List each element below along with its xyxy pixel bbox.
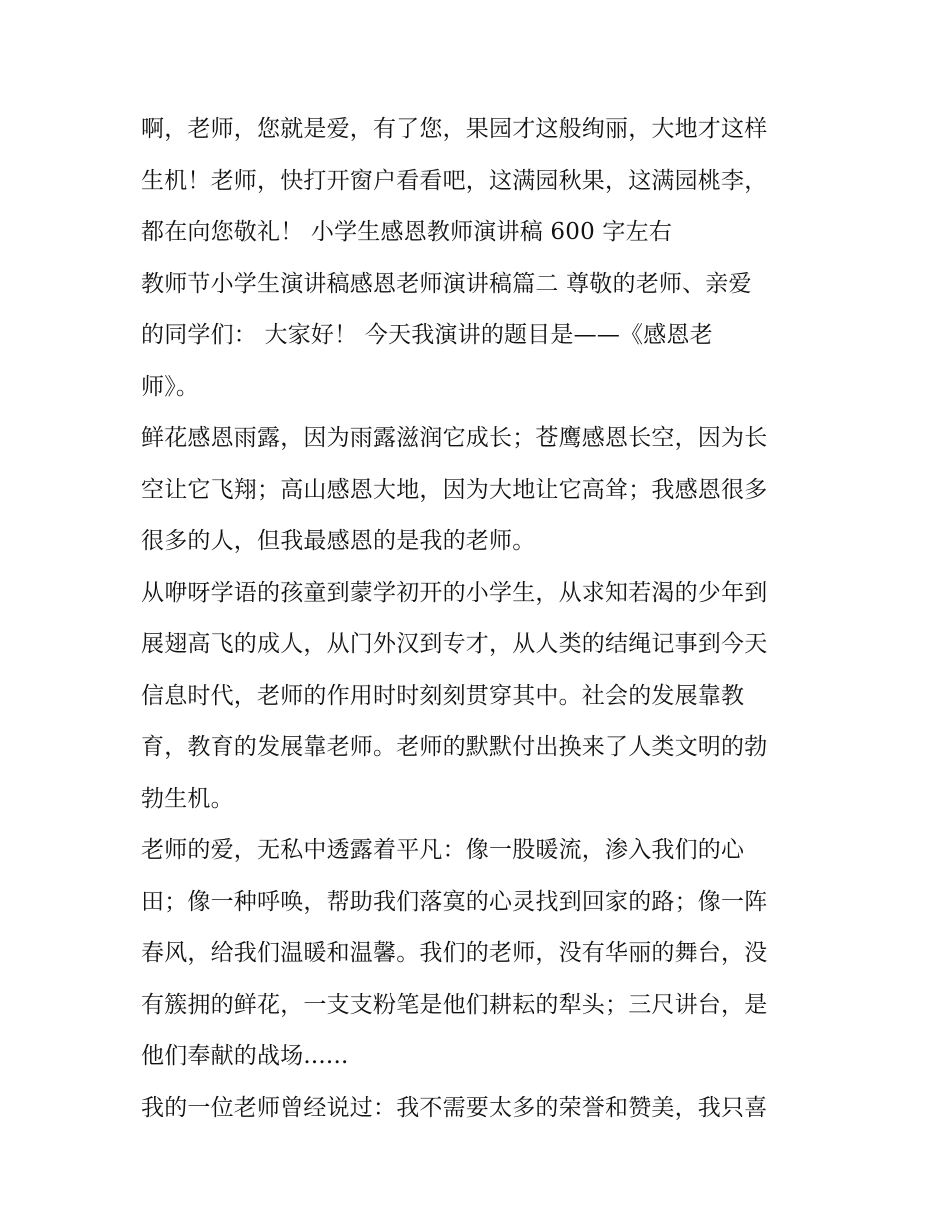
- text-line: 勃生机。: [141, 785, 234, 812]
- text-line: 他们奉献的战场......: [141, 1043, 349, 1069]
- text-line: 我的一位老师曾经说过：我不需要太多的荣誉和赞美，我只喜: [141, 1094, 768, 1121]
- text-line: 师》。: [141, 373, 200, 400]
- text-line: 的同学们： 大家好！ 今天我演讲的题目是——《感恩老: [141, 322, 713, 348]
- text-line: 都在向您敬礼！ 小学生感恩教师演讲稿 600 字左右: [141, 219, 673, 245]
- body-text: [141, 104, 821, 1134]
- text-line: 育，教育的发展靠老师。老师的默默付出换来了人类文明的勃: [141, 734, 768, 760]
- text-line: 春风，给我们温暖和温馨。我们的老师，没有华丽的舞台，没: [141, 940, 768, 966]
- text-line: 空让它飞翔；高山感恩大地，因为大地让它高耸；我感恩很多: [141, 476, 768, 503]
- text-line: 从咿呀学语的孩童到蒙学初开的小学生，从求知若渴的少年到: [141, 579, 768, 606]
- text-line: 老师的爱，无私中透露着平凡：像一股暖流，渗入我们的心: [141, 837, 745, 863]
- text-line: 生机！老师，快打开窗户看看吧，这满园秋果，这满园桃李，: [141, 167, 768, 194]
- text-line: 信息时代，老师的作用时时刻刻贯穿其中。社会的发展靠教: [141, 682, 745, 709]
- text-line: 鲜花感恩雨露，因为雨露滋润它成长；苍鹰感恩长空，因为长: [141, 425, 768, 451]
- text-line: 教师节小学生演讲稿感恩老师演讲稿篇二 尊敬的老师、亲爱: [141, 270, 752, 297]
- text-line: 啊，老师，您就是爱，有了您，果园才这般绚丽，大地才这样: [141, 116, 768, 142]
- text-line: 有簇拥的鲜花，一支支粉笔是他们耕耘的犁头；三尺讲台，是: [141, 991, 768, 1018]
- text-line: 很多的人，但我最感恩的是我的老师。: [141, 528, 536, 554]
- text-line: 田；像一种呼唤，帮助我们落寞的心灵找到回家的路；像一阵: [141, 888, 768, 915]
- text-line: 展翅高飞的成人，从门外汉到专才，从人类的结绳记事到今天: [141, 631, 768, 657]
